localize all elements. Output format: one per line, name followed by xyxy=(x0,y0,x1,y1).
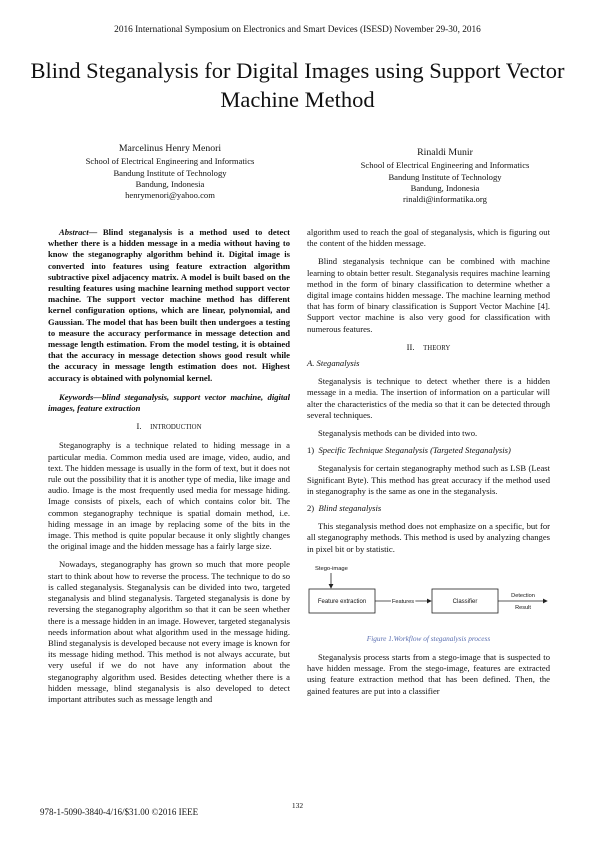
author-block-1 xyxy=(40,143,300,201)
section-heading-theory xyxy=(307,342,550,354)
abstract-text: Blind steganalysis is a method used to detect whether there is a hidden message in a media without having to know the steganography algorithm behind it. Digital image is converted into features using feature extraction algorithm subtractive pixel adjacency matrix. A model is built based on the resulting features using machine learning method support vector machine. The support vector machine method has different kernel configuration options, which are linear, polynomial, and Gaussian. The model that has been built then undergoes a testing to measure the accuracy performance in message detection and message length estimation. From the model testing, it is obtained that the accuracy in message detection shows good result while the accuracy in message length estimation does not. Highest accuracy is obtained with polynomial kernel. xyxy=(48,227,290,383)
abstract xyxy=(48,227,290,384)
author-email[interactable]: rinaldi@informatika.org xyxy=(403,194,487,205)
footer-isbn: 978-1-5090-3840-4/16/$31.00 ©2016 IEEE xyxy=(40,807,199,817)
classifier-label: Classifier xyxy=(452,598,478,605)
theory-paragraph-1: Steganalysis is technique to detect whether there is a hidden message in a media. The insertion of information on a particular will alter the characteristics of the media so that it can be detected through several techniques. xyxy=(307,376,550,420)
subsub-number: 2) xyxy=(307,503,315,514)
subsub-title: Blind steganalysis xyxy=(318,503,382,514)
author-city: Bandung, Indonesia xyxy=(410,182,480,193)
section-number: I. xyxy=(136,421,142,432)
author-name: Marcelinus Henry Menori xyxy=(118,143,222,154)
section-heading-intro xyxy=(48,421,290,433)
left-column xyxy=(48,227,290,705)
detection-label: Detection xyxy=(511,592,535,599)
theory-paragraph-2: Steganalysis methods can be divided into two. xyxy=(318,428,478,439)
author-block-2 xyxy=(315,147,575,205)
author-dept: School of Electrical Engineering and Informatics xyxy=(360,160,530,171)
subsub-paragraph-2: This steganalysis method does not emphasize on a specific, but for all steganography methods. This method is used by analyzing changes in pixel bit or by statistic. xyxy=(307,521,550,554)
subsection-heading-a: A. Steganalysis xyxy=(307,358,360,369)
section-number: II. xyxy=(406,341,415,352)
page-number: 132 xyxy=(291,801,304,810)
author-inst: Bandung Institute of Technology xyxy=(113,167,227,178)
result-label: Result xyxy=(515,604,531,611)
workflow-figure xyxy=(307,561,550,629)
paper-title: Blind Steganalysis for Digital Images using Support Vector Machine Method xyxy=(30,58,565,112)
author-dept: School of Electrical Engineering and Informatics xyxy=(85,156,255,167)
right-paragraph-1: algorithm used to reach the goal of steganalysis, which is figuring out the content of the hidden message. xyxy=(307,227,550,249)
conference-header: 2016 International Symposium on Electronics and Smart Devices (ISESD) November 29-30, 2016 xyxy=(114,25,481,35)
section-title: THEORY xyxy=(423,344,451,352)
abstract-label: Abstract— xyxy=(59,227,98,237)
author-inst: Bandung Institute of Technology xyxy=(388,171,502,182)
subsub-title: Specific Technique Steganalysis (Targeted Steganalysis) xyxy=(318,445,511,456)
author-name: Rinaldi Munir xyxy=(417,147,473,158)
right-paragraph-2: Blind steganalysis technique can be combined with machine learning to obtain better result. Steganalysis requires machine learning method in the form of binary classification to determine whether a digital image contains hidden message. The machine learning method that has form of binary classification is Support Vector Machine [4]. Support vector machine is also very good for classification with numerous features. xyxy=(307,256,550,334)
subsubsection-heading-1 xyxy=(307,445,550,456)
author-city: Bandung, Indonesia xyxy=(135,178,205,189)
subsub-number: 1) xyxy=(307,445,315,456)
intro-paragraph-2: Nowadays, steganography has grown so much that more people start to think about how to reverse the process. The technique to do so is called steganalysis. Steganalysis can be divided into two, targeted steganalysis and blind steganalysis. Targeted steganalysis is done by reversing the steganography algorithm so that it can be seen whether there is a message hidden in an image. However, targeted steganalysis needs information about what algorithm used in the message hiding. Blind steganalysis is developed because not every image is known for its message hiding method. This method is not always accurate, but very useful if we do not have any information about the steganography algorithm used. Besides detecting whether there is a hidden message, blind steganalysis is also developed to detect important attributes such as message length and xyxy=(48,559,290,704)
feature-extraction-label: Feature extraction xyxy=(317,598,367,605)
workflow-diagram xyxy=(307,561,550,629)
subsubsection-heading-2 xyxy=(307,503,550,514)
stego-image-label: Stego-image xyxy=(315,565,348,572)
subsub-paragraph-1: Steganalysis for certain steganography method such as LSB (Least Significant Byte). This method has great accuracy if the method used in steganography is the same as one in the steganalysis. xyxy=(307,463,550,496)
keywords: Keywords—blind steganalysis, support vector machine, digital images, feature extraction xyxy=(48,391,290,414)
intro-paragraph-1: Steganography is a technique related to hiding message in a particular media. Common media used are image, video, audio, and text. The hidden message is usually in the form of text, but it does not rule out the possibility that it is another type of media, like image and audio. Image is the most frequently used media for message hiding. Image consists of pixels, each of which contains color bit. The common steganography technique is spatial domain method, i.e. hiding message in an image by replacing some of the bits in the image. This method is quite popular because it only slightly changes the original image and the hidden message has a fairly large size. xyxy=(48,440,290,552)
section-title: INTRODUCTION xyxy=(150,424,202,432)
features-label: Features xyxy=(391,598,415,605)
right-paragraph-3: Steganalysis process starts from a stego-image that is suspected to have hidden message. From the stego-image, features are extracted using feature extraction method that has been defined. Then, the gained features are put into a classifier xyxy=(307,652,550,696)
right-column xyxy=(307,227,550,697)
figure-caption: Figure 1.Workflow of steganalysis process xyxy=(366,633,491,643)
author-email[interactable]: henrymenori@yahoo.com xyxy=(125,190,215,201)
